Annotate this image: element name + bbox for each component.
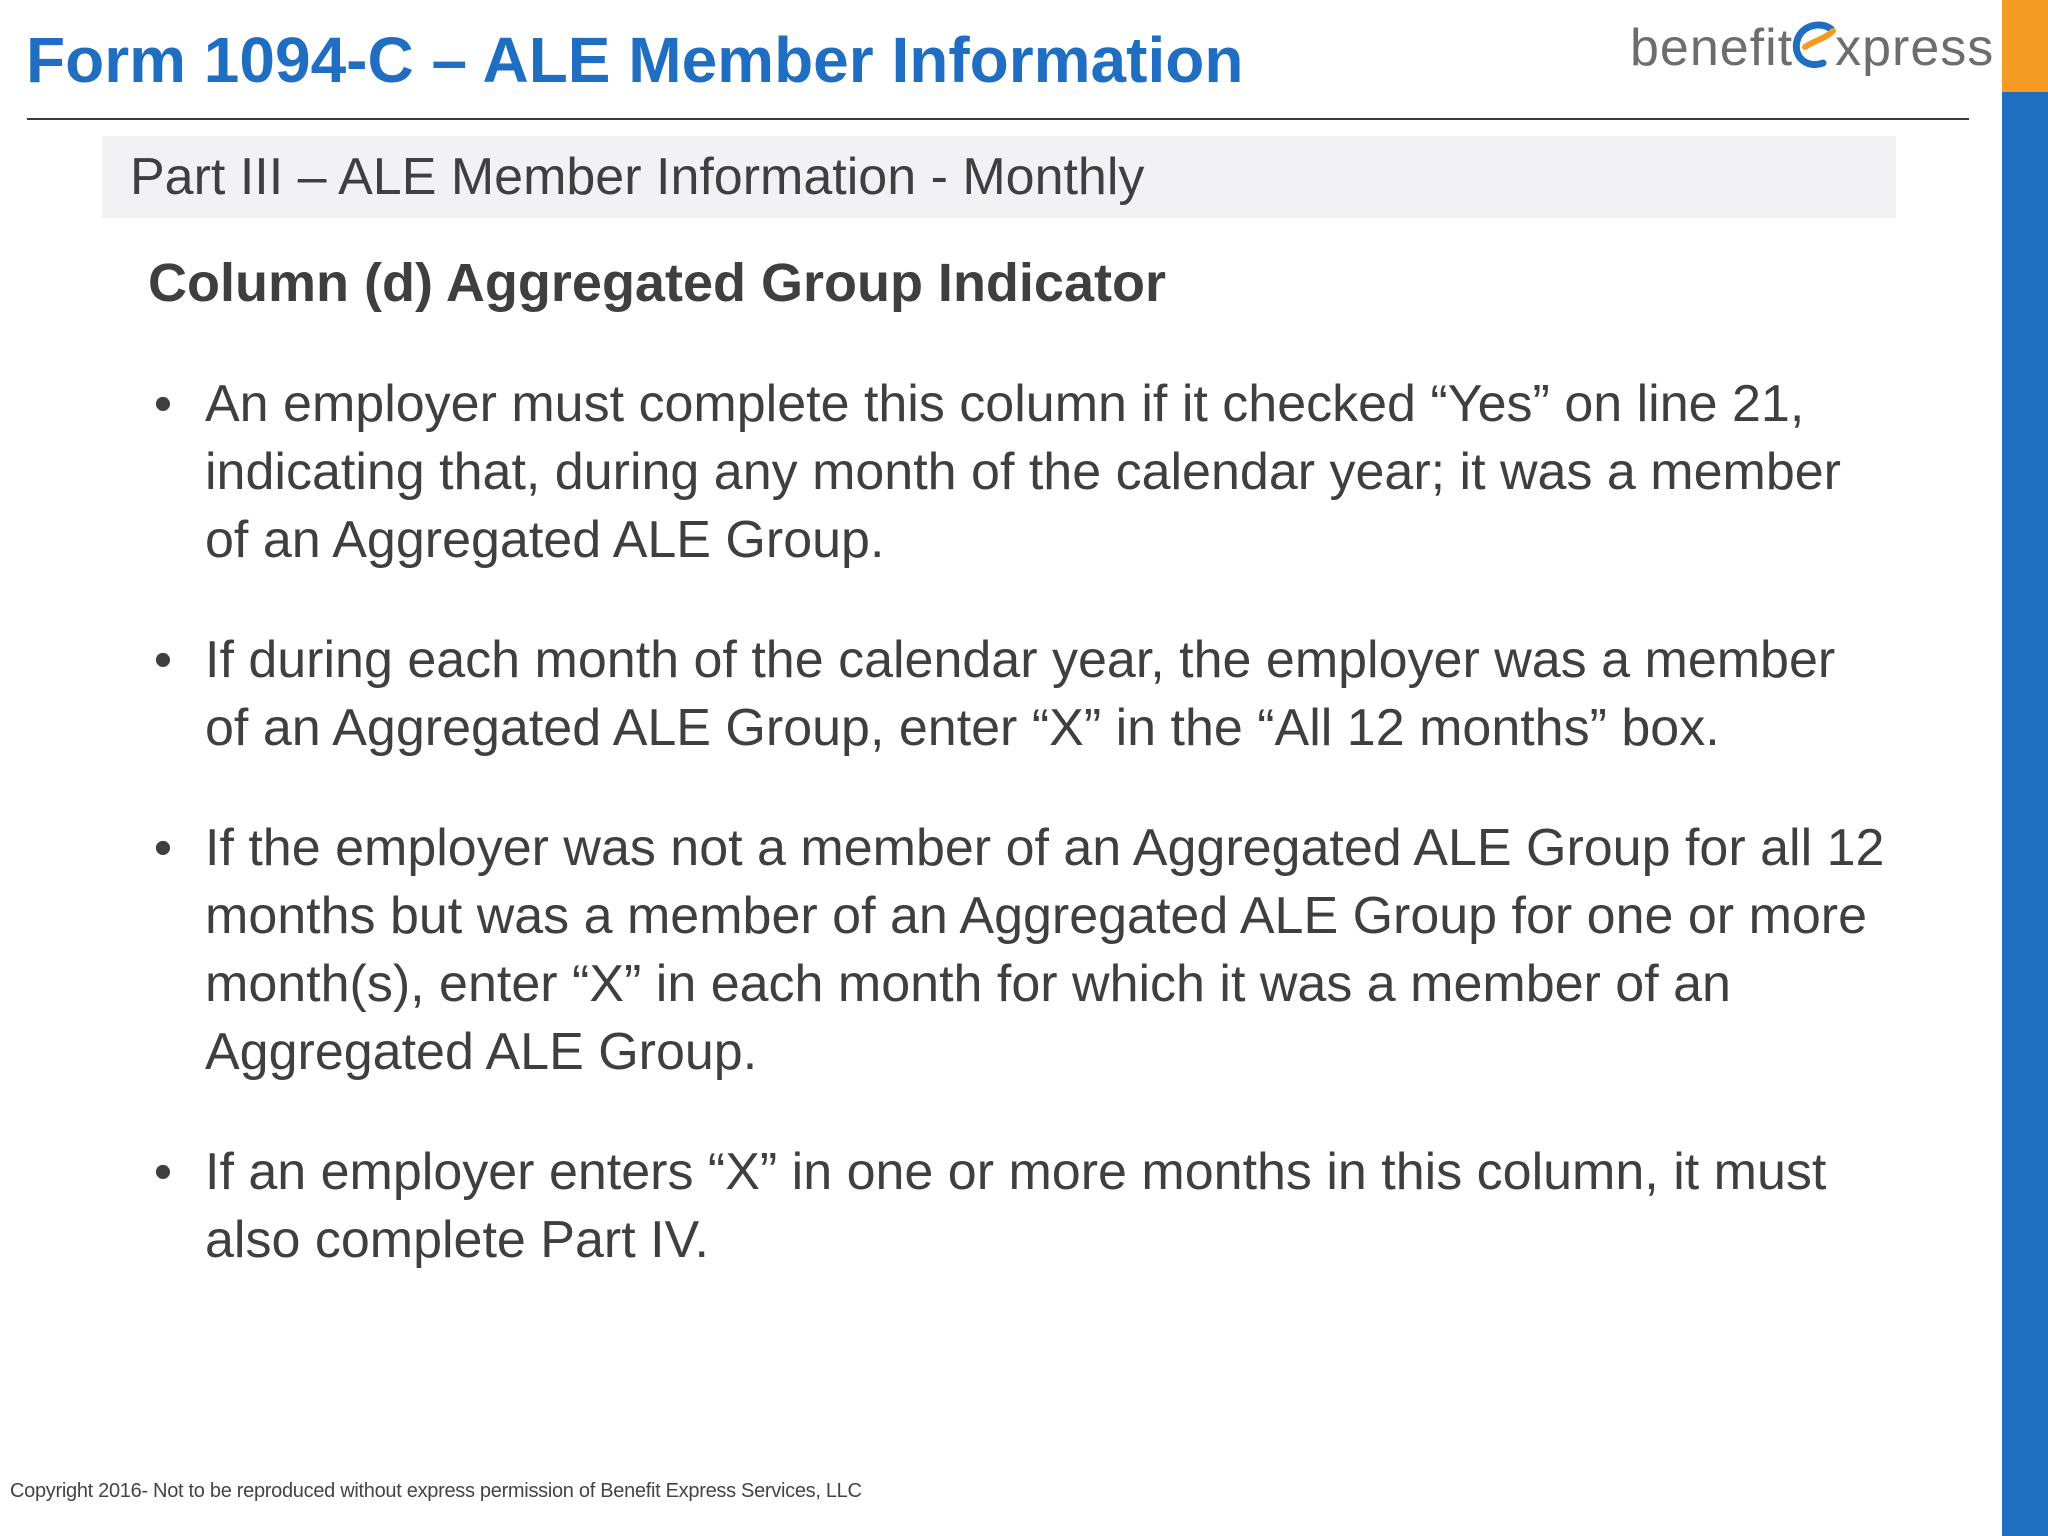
logo-text-benefit: benefit — [1630, 19, 1794, 77]
bullet-marker: • — [153, 375, 173, 433]
bullet-item — [148, 626, 1888, 762]
copyright-footer: Copyright 2016- Not to be reproduced without express permission of Benefit Express Services, LLC — [10, 1480, 862, 1502]
bullet-list — [148, 370, 1888, 1326]
section-heading: Part III – ALE Member Information - Monthly — [130, 148, 1145, 206]
company-logo — [1630, 12, 1995, 84]
bullet-item — [148, 814, 1888, 1086]
bullet-marker: • — [153, 819, 173, 877]
bullet-marker: • — [153, 631, 173, 689]
bullet-text: If the employer was not a member of an Aggregated ALE Group for all 12 months but was a member of an Aggregated ALE Group for one or more month(s), enter “X” in each month for which it was a member of an Aggregated ALE Group. — [205, 819, 1885, 1081]
section-bar — [102, 136, 1896, 218]
side-accent-orange — [2002, 0, 2048, 92]
logo-e-swirl-icon — [1791, 19, 1839, 71]
bullet-marker: • — [153, 1143, 173, 1201]
bullet-text: If during each month of the calendar year, the employer was a member of an Aggregated ALE Group, enter “X” in the “All 12 months” box. — [205, 631, 1836, 757]
title-divider — [27, 118, 1969, 120]
bullet-item — [148, 370, 1888, 574]
logo-text-xpress: xpress — [1835, 19, 1995, 77]
side-accent-blue — [2002, 92, 2048, 1536]
bullet-item — [148, 1138, 1888, 1274]
column-heading: Column (d) Aggregated Group Indicator — [148, 253, 1166, 313]
bullet-text: An employer must complete this column if it checked “Yes” on line 21, indicating that, during any month of the calendar year; it was a member of an Aggregated ALE Group. — [205, 375, 1841, 569]
slide-title: Form 1094-C – ALE Member Information — [26, 24, 1244, 96]
bullet-text: If an employer enters “X” in one or more months in this column, it must also complete Part IV. — [205, 1143, 1827, 1269]
